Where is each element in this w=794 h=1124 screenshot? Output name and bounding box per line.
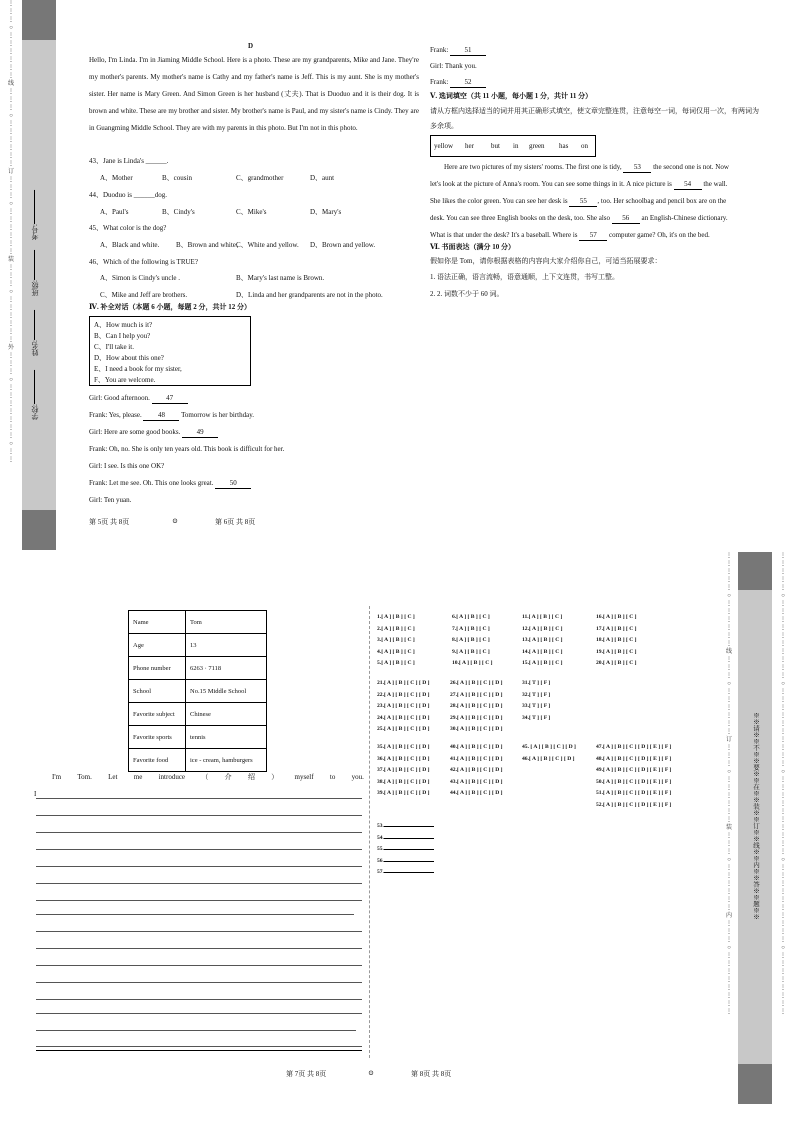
blank-52[interactable]: 52: [450, 78, 486, 88]
frank-line-51: Frank: 51: [430, 46, 486, 56]
table-row: School No.15 Middle School: [129, 680, 267, 703]
box-option-b: B、Can I help you?: [94, 332, 151, 340]
answer-fill-53-57[interactable]: 53. 54. 55. 56. 57.: [377, 821, 434, 879]
dialogue-line-48: Frank: Yes, please. 48 Tomorrow is her birthday.: [89, 411, 255, 419]
dialogue-line-5: Girl: I see. Is this one OK?: [89, 462, 165, 470]
strip-dark-top: [22, 0, 56, 40]
answer-col-21-25[interactable]: 21.[ A ] [ B ] [ C ] [ D ] 22.[ A ] [ B ] [ C ] [ D ] 23.[ A ] [ B ] [ C ] [ D ] 24.[ A ] [ B ] [ C ] [ D ] 25.[ A ] [ B ] [ C ] [ D ]: [377, 680, 430, 732]
reading-passage-d: Hello, I'm Linda. I'm in Jiaming Middle School. Here is a photo. These are my grandparents, Mike and Jane. They're my mother's parents. My mother's name is Cathy and my father's name is Jeff. This is my aunt. She is my mother's sister. Her name is Mary Green. And Simon Green is her husband (丈夫). That is Duoduo and it is their dog. It is brown and white. These are my brother and sister. My brother's name is Paul, and my sister's name is Cindy. They are in Guangming Middle School. They are with my parents in this photo. But I'm not in this photo.: [89, 56, 419, 132]
page-separator: [369, 606, 370, 1058]
page-number-5: 第 5页 共 8页: [89, 518, 130, 526]
answer-col-16-20[interactable]: 16.[ A ] [ B ] [ C ] 17.[ A ] [ B ] [ C ] 18.[ A ] [ B ] [ C ] 19.[ A ] [ B ] [ C ] 20.[ A ] [ B ] [ C ]: [596, 614, 637, 666]
page-divider-circle: ⊙: [172, 517, 178, 525]
table-row: Name Tom: [129, 611, 267, 634]
section6-req2: 2. 2. 词数不少于 60 词。: [430, 290, 504, 298]
cloze-line-56: desk. You can see three English books on the desk, too. She also 56 an English-Chinese dictionary.: [430, 214, 728, 222]
right-binding-strip: [718, 552, 794, 1104]
word-but: but: [491, 142, 500, 150]
cloze-line-57: What is that under the desk? It's a baseball. Where is 57 computer game? Oh, it's on the bed.: [430, 231, 710, 239]
intro-sentence: I'm Tom. Let me introduce （ 介 绍 ） myself to you.: [52, 773, 364, 781]
strip-dotted-line: ⋮ ⋮ ⋮ ○ ⋮ ⋮ ⋮ ⋮ ⋮ ⋮ 线 ⋮ ⋮ ⋮ ○ ⋮ ⋮ ⋮ ⋮ ⋮ ⋮ 订 ⋮ ⋮ ⋮ ○ ⋮ ⋮ ⋮ ⋮ ⋮ ⋮ 装 ⋮ ⋮ ⋮ ○ ⋮ ⋮ ⋮ ⋮ ⋮ ⋮ 外 ⋮ ⋮ ⋮ ○ ⋮ ⋮ ⋮ ⋮ ⋮ ⋮ ⋮ ○ ⋮ ⋮: [8, 1, 15, 463]
blank-51[interactable]: 51: [450, 46, 486, 56]
word-green: green: [529, 142, 545, 150]
table-row: Age 13: [129, 634, 267, 657]
dialogue-line-7: Girl: Ten yuan.: [89, 496, 132, 504]
word-has: has: [559, 142, 569, 150]
page-number-7: 第 7页 共 8页: [286, 1070, 327, 1078]
blank-57[interactable]: 57: [579, 231, 607, 241]
answer-col-35-39[interactable]: 35.[ A ] [ B ] [ C ] [ D ] 36.[ A ] [ B ] [ C ] [ D ] 37.[ A ] [ B ] [ C ] [ D ] 38.[ A ] [ B ] [ C ] [ D ] 39.[ A ] [ B ] [ C ] [ D ]: [377, 744, 430, 796]
table-row: Favorite food ice - cream, hamburgers: [129, 749, 267, 772]
dialogue-options-box: [89, 316, 251, 386]
page-number-6: 第 6页 共 8页: [215, 518, 256, 526]
answer-col-31-34[interactable]: 31.[ T ] [ F ] 32.[ T ] [ F ] 33.[ T ] [ F ] 34.[ T ] [ F ]: [522, 680, 551, 721]
table-row: Favorite sports tennis: [129, 726, 267, 749]
rstrip-dark-top: [738, 552, 772, 590]
answer-col-6-10[interactable]: 6.[ A ] [ B ] [ C ] 7.[ A ] [ B ] [ C ] 8.[ A ] [ B ] [ C ] 9.[ A ] [ B ] [ C ] 10.[ A ] [ B ] [ C ]: [452, 614, 493, 666]
section4-title: Ⅳ. 补全对话（本题 6 小题，每题 2 分，共计 12 分）: [89, 303, 251, 311]
table-row: Favorite subject Chinese: [129, 703, 267, 726]
strip-dark-bottom: [22, 510, 56, 550]
dialogue-line-47: Girl: Good afternoon. 47: [89, 394, 188, 404]
box-option-a: A、How much is it?: [94, 321, 153, 329]
word-on: on: [581, 142, 588, 150]
cloze-line-55: She likes the color green. You can see her desk is 55 , too. Her schoolbag and pencil box are on the: [430, 197, 727, 205]
field-exam-number: 考号:: [30, 190, 40, 240]
table-row: Phone number 6263 · 7118: [129, 657, 267, 680]
answer-col-45-46[interactable]: 45. [ A ] [ B ] [ C ] [ D ] 46.[ A ] [ B ] [ C ] [ D ]: [522, 744, 576, 762]
box-option-c: C、I'll take it.: [94, 343, 134, 351]
cloze-line-53: Here are two pictures of my sisters' rooms. The first one is tidy, 53 the second one is not. Now: [444, 163, 729, 171]
section6-instructions: 假如你是 Tom，请你根据表格的内容向大家介绍你自己，可适当拓展要求：: [430, 257, 662, 265]
no-answer-warning: ※※请※※不※※要※※在※※装※※订※※线※※内※※答※※题※※: [752, 712, 759, 920]
blank-47[interactable]: 47: [152, 394, 188, 404]
rstrip-dark-bottom: [738, 1064, 772, 1104]
rstrip-dotted-line-left: ⋮ ⋮ ⋮ ⋮ ⋮ ○ ⋮ ⋮ ⋮ ⋮ ⋮ ⋮ 线 ⋮ ⋮ ⋮ ○ ⋮ ⋮ ⋮ ⋮ ⋮ ⋮ 订 ⋮ ⋮ ⋮ ○ ⋮ ⋮ ⋮ ⋮ ⋮ ⋮ 装 ⋮ ⋮ ⋮ ○ ⋮ ⋮ ⋮ ⋮ ⋮ ⋮ 内 ⋮ ⋮ ⋮ ○ ⋮ ⋮ ⋮ ⋮ ⋮ ⋮ ⋮ ⋮: [726, 553, 733, 1015]
word-in: in: [513, 142, 519, 150]
dialogue-line-4: Frank: Oh, no. She is only ten years old. This book is difficult for her.: [89, 445, 285, 453]
blank-49[interactable]: 49: [182, 428, 218, 438]
dialogue-line-49: Girl: Here are some good books. 49: [89, 428, 218, 438]
section6-req1: 1. 语法正确，语言流畅，语意通顺，上下文连贯，书写工整。: [430, 273, 619, 281]
answer-col-47-52[interactable]: 47.[ A ] [ B ] [ C ] [ D ] [ E ] [ F ] 48.[ A ] [ B ] [ C ] [ D ] [ E ] [ F ] 49.[ A ] [ B ] [ C ] [ D ] [ E ] [ F ] 50.[ A ] [ B ] [ C ] [ D ] [ E ] [ F ] 51.[ A ] [ B ] [ C ] [ D ] [ E ] [ F ] 52.[ A ] [ B ] [ C ] [ D ] [ E ] [ F ]: [596, 744, 672, 808]
info-table: [128, 610, 267, 772]
field-school: 学校:: [30, 370, 40, 420]
word-box: [430, 135, 596, 157]
page-number-8: 第 8页 共 8页: [411, 1070, 452, 1078]
field-class: 班级:: [30, 250, 40, 296]
girl-thank-you: Girl: Thank you.: [430, 62, 477, 70]
word-yellow: yellow: [434, 142, 454, 150]
blank-56[interactable]: 56: [612, 214, 640, 224]
blank-53[interactable]: 53: [623, 163, 651, 173]
writing-start-mark: I: [34, 790, 37, 798]
section5-title: Ⅴ. 选词填空（共 11 小题，每小题 1 分，共计 11 分）: [430, 92, 593, 100]
field-name: 姓名:: [30, 310, 40, 356]
page-divider-circle-2: ⊙: [368, 1069, 374, 1077]
box-option-d: D、How about this one?: [94, 354, 164, 362]
section-letter: D: [248, 42, 254, 50]
left-binding-strip: [0, 0, 56, 550]
answer-col-11-15[interactable]: 11.[ A ] [ B ] [ C ] 12.[ A ] [ B ] [ C ] 13.[ A ] [ B ] [ C ] 14.[ A ] [ B ] [ C ] 15.[ A ] [ B ] [ C ]: [522, 614, 563, 666]
answer-col-26-30[interactable]: 26.[ A ] [ B ] [ C ] [ D ] 27.[ A ] [ B ] [ C ] [ D ] 28.[ A ] [ B ] [ C ] [ D ] 29.[ A ] [ B ] [ C ] [ D ] 30.[ A ] [ B ] [ C ] [ D ]: [450, 680, 503, 732]
dialogue-line-50: Frank: Let me see. Oh. This one looks great. 50: [89, 479, 251, 489]
rstrip-dotted-line-right: ⋮ ⋮ ⋮ ⋮ ⋮ ○ ⋮ ⋮ ⋮ ⋮ ⋮ ⋮ ⋮ ⋮ ⋮ ⋮ ○ ⋮ ⋮ ⋮ ⋮ ⋮ ⋮ ⋮ ⋮ ⋮ ⋮ ○ ⋮ ⋮ ⋮ ⋮ ⋮ ⋮ ⋮ ⋮ ⋮ ⋮ ○ ⋮ ⋮ ⋮ ⋮ ⋮ ⋮ ⋮ ⋮ ⋮ ⋮ ○ ⋮ ⋮ ⋮ ⋮ ⋮ ⋮ ⋮ ⋮: [780, 553, 786, 1015]
word-her: her: [465, 142, 474, 150]
blank-55[interactable]: 55: [569, 197, 597, 207]
section5-instructions: 请从方框内选择适当的词并用其正确形式填空，使文章完整连贯，注意每空一词，每词仅用一次，有两词为多余项。: [430, 107, 759, 130]
blank-50[interactable]: 50: [215, 479, 251, 489]
blank-48[interactable]: 48: [143, 411, 179, 421]
answer-col-1-5[interactable]: 1.[ A ] [ B ] [ C ] 2.[ A ] [ B ] [ C ] 3.[ A ] [ B ] [ C ] 4.[ A ] [ B ] [ C ] 5.[ A ] [ B ] [ C ]: [377, 614, 415, 666]
frank-line-52: Frank: 52: [430, 78, 486, 88]
box-option-f: F、You are welcome.: [94, 376, 156, 384]
box-option-e: E、I need a book for my sister,: [94, 365, 182, 373]
answer-col-40-44[interactable]: 40.[ A ] [ B ] [ C ] [ D ] 41.[ A ] [ B ] [ C ] [ D ] 42.[ A ] [ B ] [ C ] [ D ] 43.[ A ] [ B ] [ C ] [ D ] 44.[ A ] [ B ] [ C ] [ D ]: [450, 744, 503, 796]
cloze-line-54: let's look at the picture of Anna's room. You can see some things in it. A nice picture is 54 the wall.: [430, 180, 728, 188]
section6-title: Ⅵ. 书面表达（满分 10 分）: [430, 243, 516, 251]
blank-54[interactable]: 54: [674, 180, 702, 190]
